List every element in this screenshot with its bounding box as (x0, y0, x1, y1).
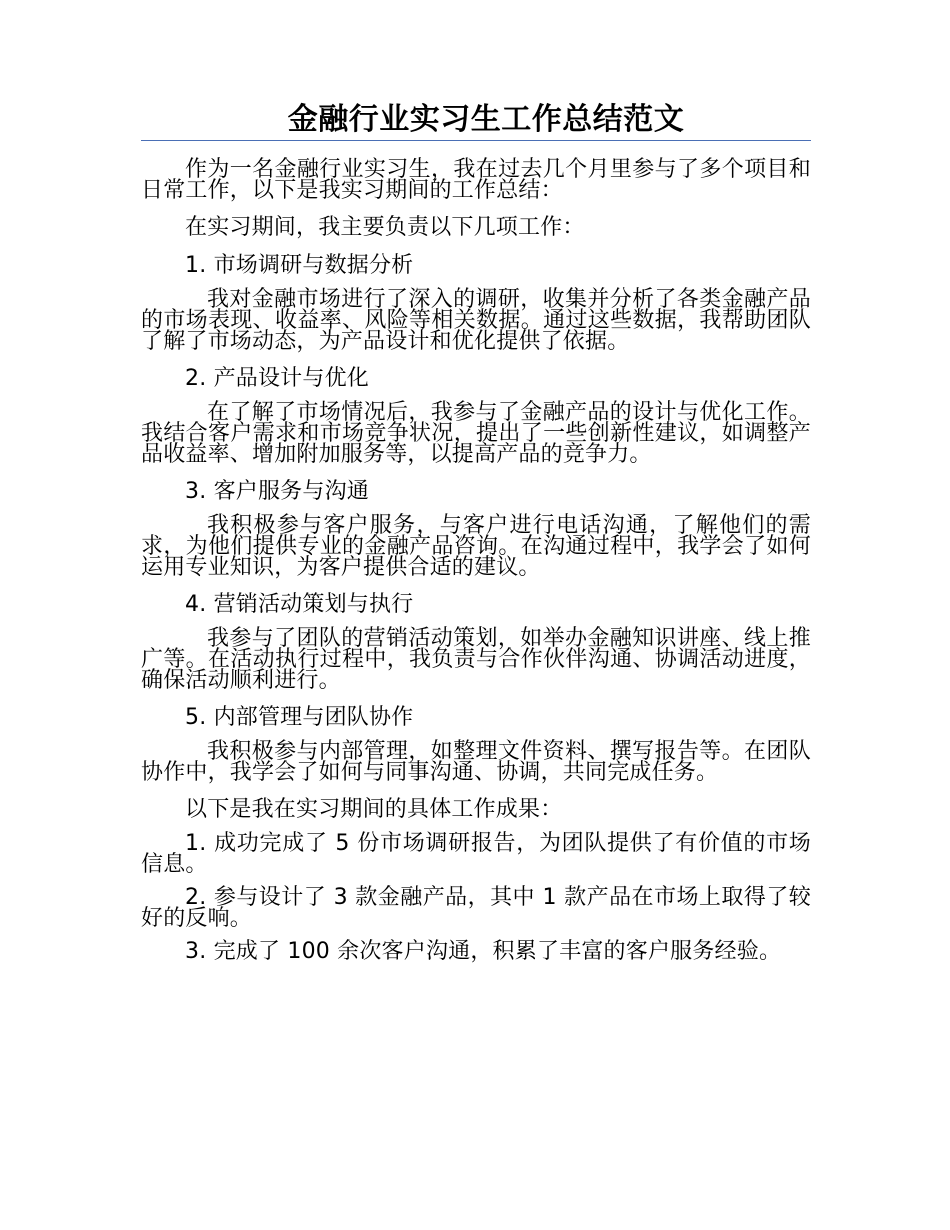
results-lead-paragraph: 以下是我在实习期间的具体工作成果： (185, 797, 563, 822)
section-heading-5: 5. 内部管理与团队协作 (185, 705, 414, 730)
duties-lead-paragraph: 在实习期间，我主要负责以下几项工作： (185, 215, 585, 240)
section-heading-1: 1. 市场调研与数据分析 (185, 253, 414, 278)
result-item-2: 2. 参与设计了 3 款金融产品，其中 1 款产品在市场上取得了较好的反响。 (141, 885, 811, 931)
section-body-1: 我对金融市场进行了深入的调研，收集并分析了各类金融产品的市场表现、收益率、风险等相关数据。通过这些数据，我帮助团队了解了市场动态，为产品设计和优化提供了依据。 (141, 287, 811, 354)
section-body-2: 在了解了市场情况后，我参与了金融产品的设计与优化工作。我结合客户需求和市场竞争状况，提出了一些创新性建议，如调整产品收益率、增加附加服务等，以提高产品的竞争力。 (141, 400, 811, 467)
result-item-3: 3. 完成了 100 余次客户沟通，积累了丰富的客户服务经验。 (185, 939, 782, 964)
intro-paragraph: 作为一名金融行业实习生，我在过去几个月里参与了多个项目和日常工作，以下是我实习期间的工作总结： (141, 157, 811, 203)
title-underline (141, 140, 811, 141)
section-heading-2: 2. 产品设计与优化 (185, 366, 369, 391)
result-item-1: 1. 成功完成了 5 份市场调研报告，为团队提供了有价值的市场信息。 (141, 831, 811, 877)
section-body-3: 我积极参与客户服务，与客户进行电话沟通，了解他们的需求，为他们提供专业的金融产品咨询。在沟通过程中，我学会了如何运用专业知识，为客户提供合适的建议。 (141, 513, 811, 580)
section-body-5: 我积极参与内部管理，如整理文件资料、撰写报告等。在团队协作中，我学会了如何与同事沟通、协调，共同完成任务。 (141, 739, 811, 785)
section-heading-3: 3. 客户服务与沟通 (185, 479, 369, 504)
section-body-4: 我参与了团队的营销活动策划，如举办金融知识讲座、线上推广等。在活动执行过程中，我负责与合作伙伴沟通、协调活动进度，确保活动顺利进行。 (141, 626, 811, 693)
document-page (141, 100, 811, 974)
document-title: 金融行业实习生工作总结范文 (287, 102, 685, 137)
section-heading-4: 4. 营销活动策划与执行 (185, 592, 414, 617)
